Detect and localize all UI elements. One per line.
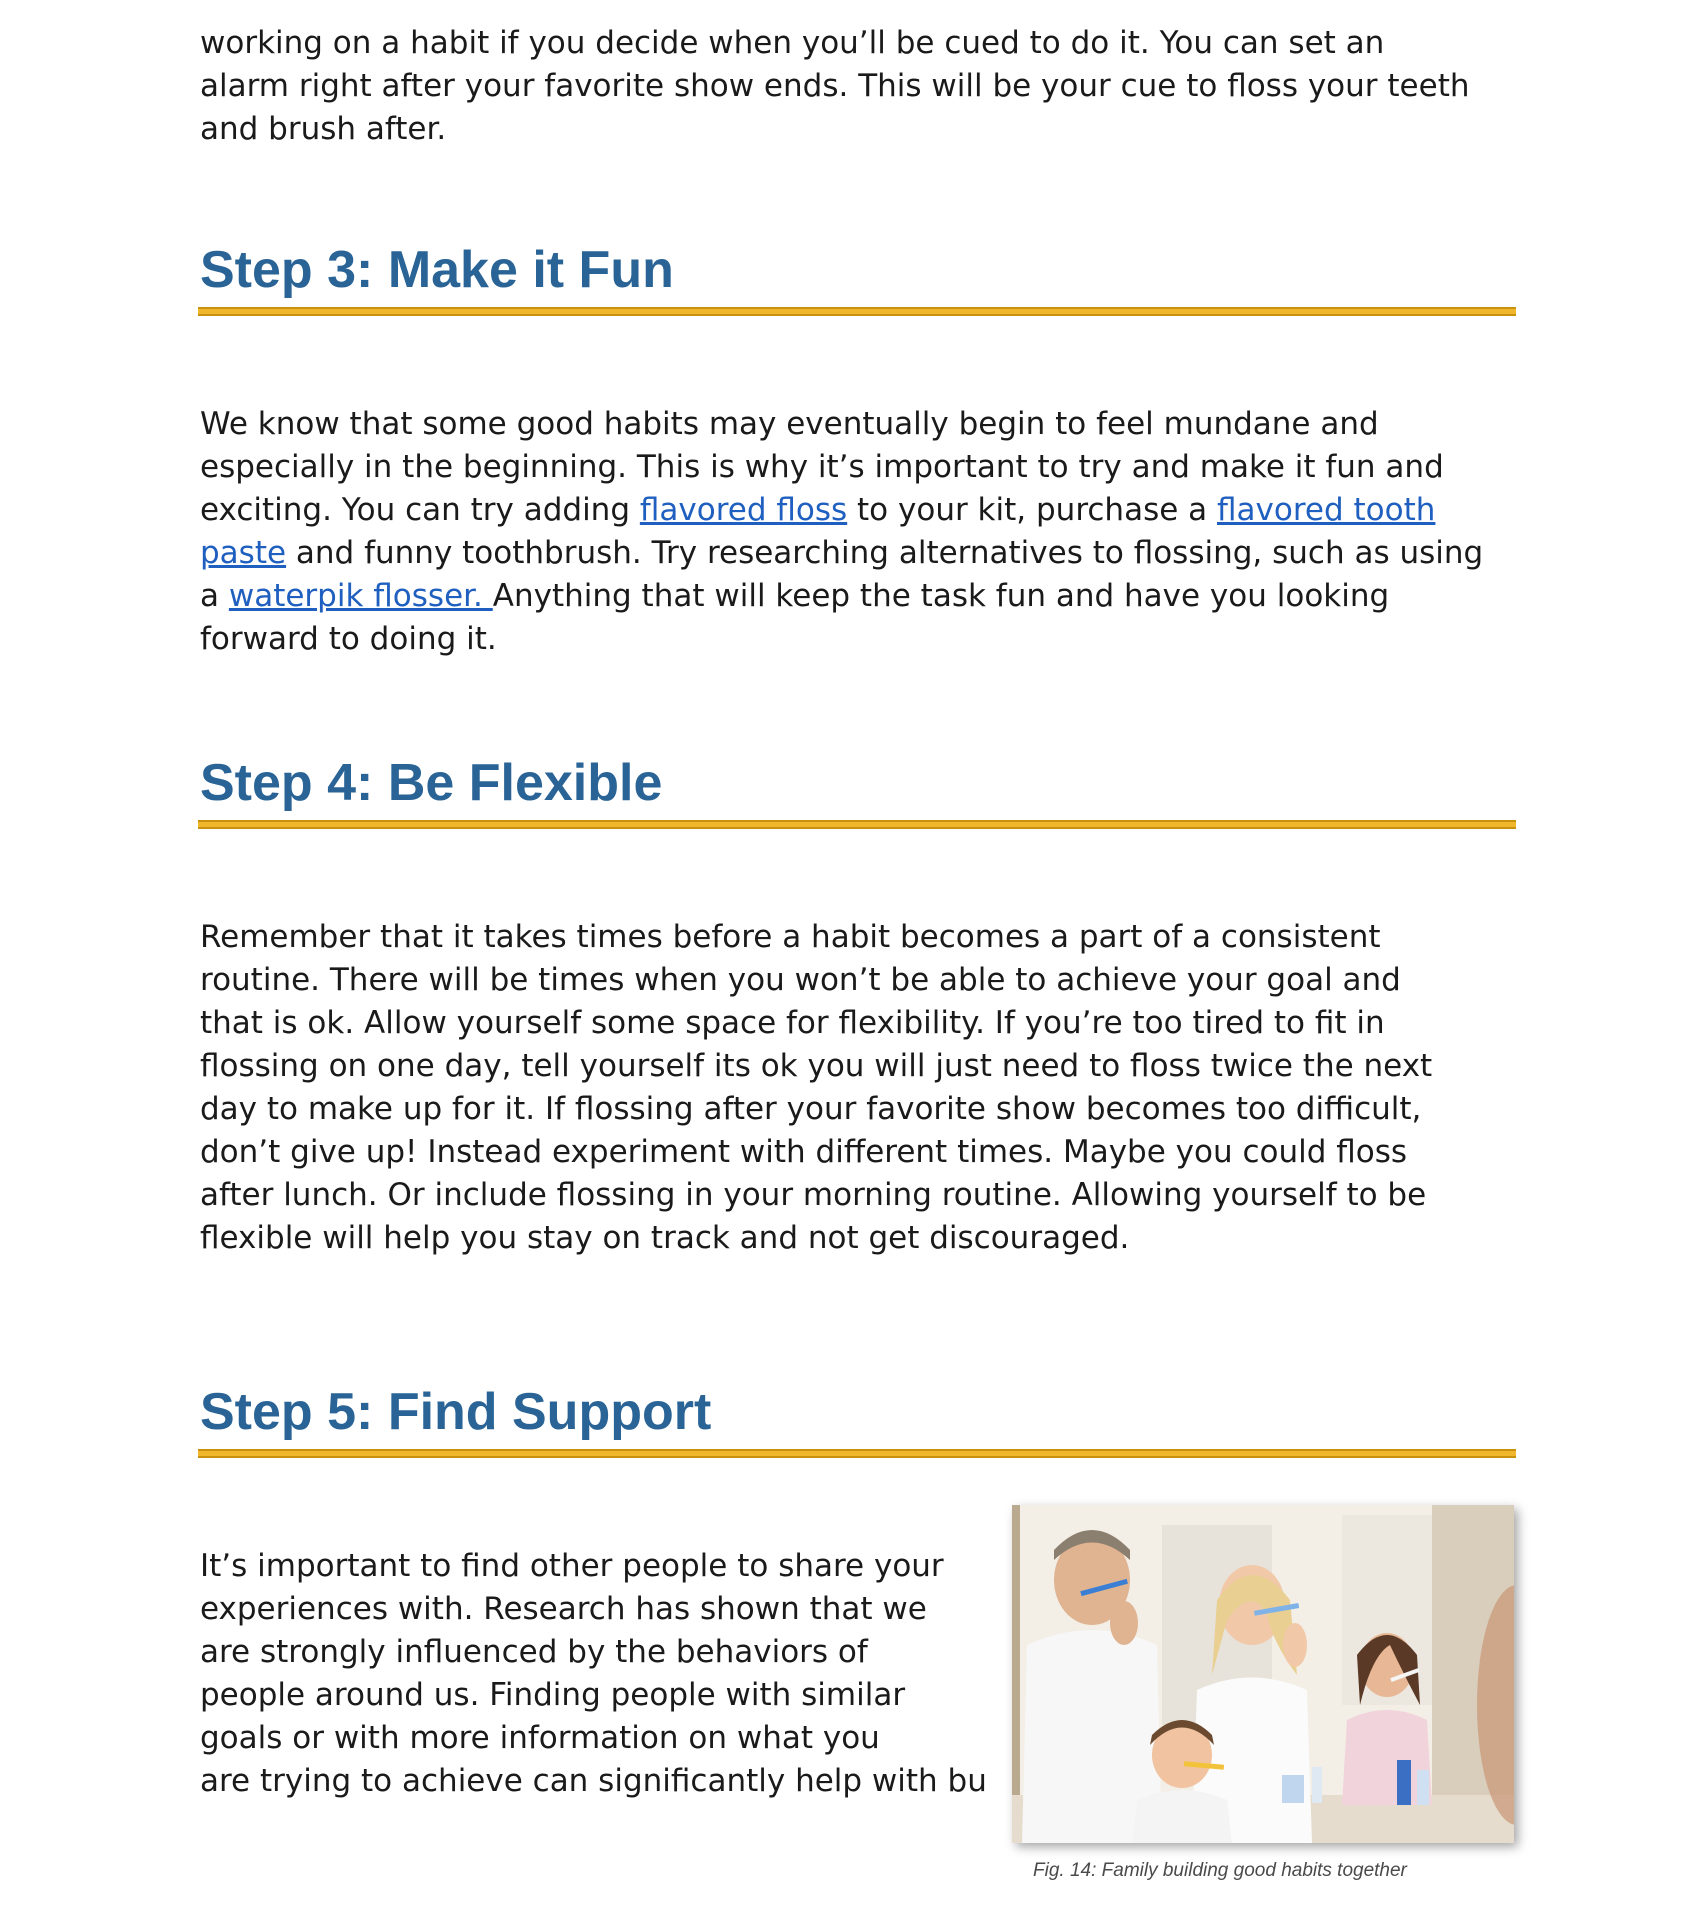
text-span: a bbox=[200, 578, 229, 614]
step3-line bbox=[200, 575, 1520, 618]
step4-line: routine. There will be times when you won’t be able to achieve your goal and bbox=[200, 962, 1401, 998]
text-span: and funny toothbrush. Try researching alternatives to flossing, such as using bbox=[286, 535, 1484, 571]
step5-divider bbox=[198, 1449, 1516, 1458]
step5-heading: Step 5: Find Support bbox=[200, 1383, 712, 1441]
step5-line: It’s important to find other people to share your bbox=[200, 1548, 944, 1584]
step5-line: people around us. Finding people with similar bbox=[200, 1677, 906, 1713]
intro-line: and brush after. bbox=[200, 111, 447, 147]
step5-line: are trying to achieve can significantly help with bu bbox=[200, 1763, 987, 1799]
step5-line: are strongly influenced by the behaviors of bbox=[200, 1634, 868, 1670]
text-span: exciting. You can try adding bbox=[200, 492, 640, 528]
text-span: to your kit, purchase a bbox=[847, 492, 1217, 528]
intro-line: working on a habit if you decide when you’ll be cued to do it. You can set an bbox=[200, 25, 1385, 61]
step4-divider bbox=[198, 820, 1516, 829]
step3-divider bbox=[198, 307, 1516, 316]
intro-line: alarm right after your favorite show ends. This will be your cue to floss your teeth bbox=[200, 68, 1470, 104]
step3-line bbox=[200, 532, 1520, 575]
step5-paragraph bbox=[200, 1545, 1015, 1803]
step3-paragraph bbox=[200, 403, 1520, 661]
step4-heading: Step 4: Be Flexible bbox=[200, 754, 663, 812]
step4-line: don’t give up! Instead experiment with different times. Maybe you could floss bbox=[200, 1134, 1408, 1170]
step5-line: experiences with. Research has shown that we bbox=[200, 1591, 927, 1627]
step3-heading: Step 3: Make it Fun bbox=[200, 241, 674, 299]
flavored-toothpaste-link-continued[interactable]: paste bbox=[200, 535, 287, 571]
step3-line: especially in the beginning. This is why it’s important to try and make it fun and bbox=[200, 449, 1444, 485]
figure-caption: Fig. 14: Family building good habits together bbox=[1033, 1860, 1407, 1881]
step4-line: that is ok. Allow yourself some space for flexibility. If you’re too tired to fit in bbox=[200, 1005, 1385, 1041]
flavored-toothpaste-link[interactable]: flavored tooth bbox=[1217, 492, 1436, 528]
step3-line: We know that some good habits may eventually begin to feel mundane and bbox=[200, 406, 1379, 442]
step4-line: after lunch. Or include flossing in your morning routine. Allowing yourself to be bbox=[200, 1177, 1427, 1213]
step3-line bbox=[200, 489, 1520, 532]
waterpik-flosser-link[interactable]: waterpik flosser. bbox=[228, 578, 493, 614]
flavored-floss-link[interactable]: flavored floss bbox=[639, 492, 848, 528]
step3-line: forward to doing it. bbox=[200, 621, 497, 657]
step4-line: flossing on one day, tell yourself its ok you will just need to floss twice the next bbox=[200, 1048, 1433, 1084]
step5-line: goals or with more information on what you bbox=[200, 1720, 880, 1756]
step4-line: Remember that it takes times before a habit becomes a part of a consistent bbox=[200, 919, 1381, 955]
step4-line: day to make up for it. If flossing after your favorite show becomes too difficult, bbox=[200, 1091, 1422, 1127]
intro-paragraph bbox=[200, 22, 1520, 151]
family-brushing-illustration bbox=[1012, 1505, 1514, 1843]
step4-line: flexible will help you stay on track and not get discouraged. bbox=[200, 1220, 1130, 1256]
text-span: Anything that will keep the task fun and have you looking bbox=[492, 578, 1390, 614]
family-photo bbox=[1012, 1505, 1514, 1843]
step4-paragraph bbox=[200, 916, 1520, 1260]
